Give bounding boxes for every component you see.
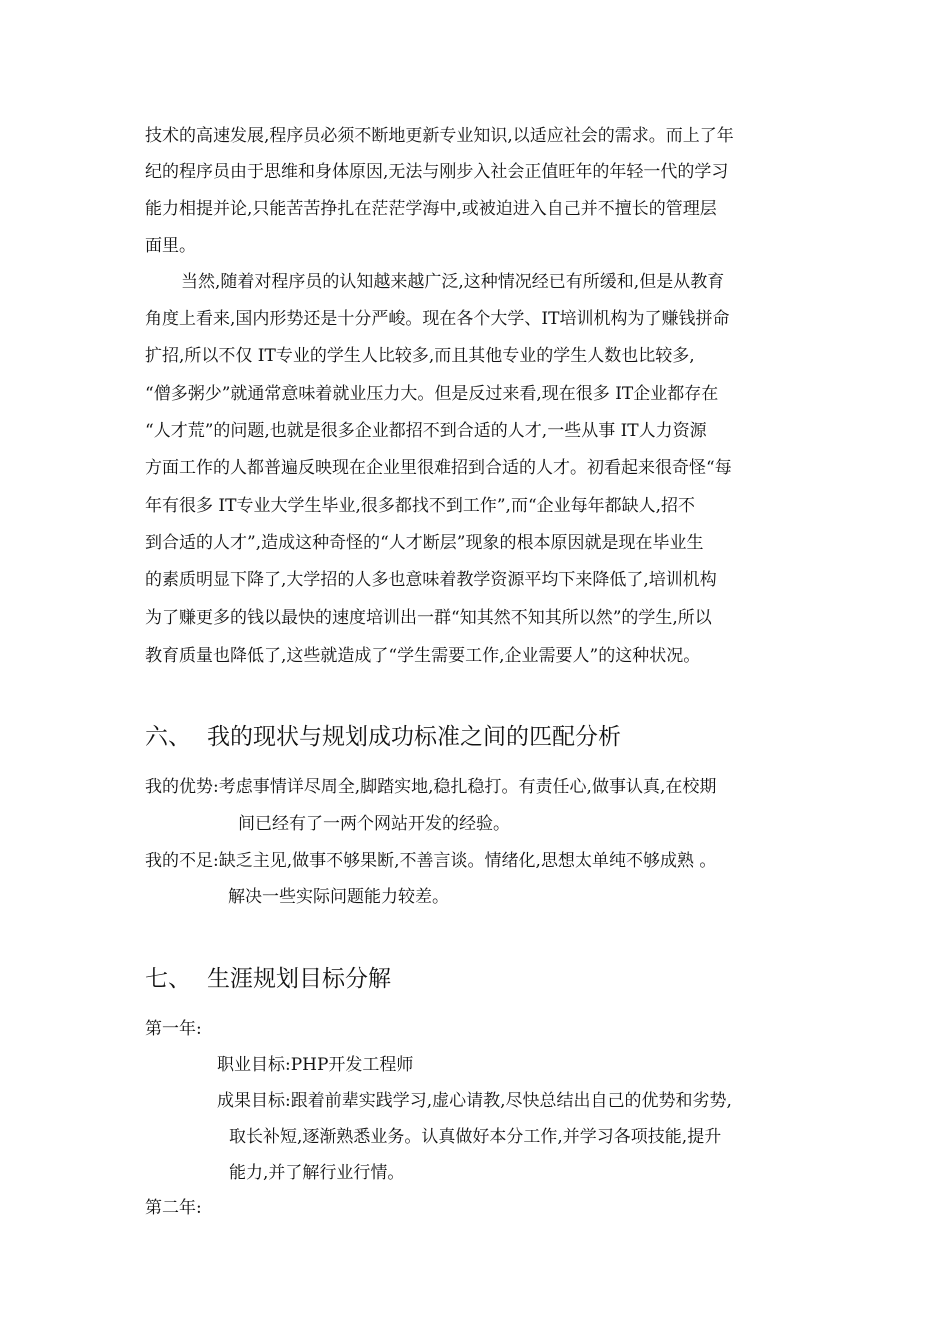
section-title: 我的现状与规划成功标准之间的匹配分析 [207,724,621,750]
section-title: 生涯规划目标分解 [207,966,391,992]
paragraph-line: 角度上看来,国内形势还是十分严峻。现在各个大学、IT培训机构为了赚钱拼命 [145,309,730,329]
paragraph-line: 纪的程序员由于思维和身体原因,无法与刚步入社会正值旺年的年轻一代的学习 [145,162,729,182]
paragraph-line: 面里。 [145,236,196,256]
section-heading-6 [145,722,621,752]
results-goal-line: 取长补短,逐渐熟悉业务。认真做好本分工作,并学习各项技能,提升 [229,1127,722,1147]
year-label: 第二年: [145,1198,202,1218]
paragraph-line: 到合适的人才”,造成这种奇怪的“人才断层”现象的根本原因就是现在毕业生 [145,533,704,553]
paragraph-line: 方面工作的人都普遍反映现在企业里很难招到合适的人才。初看起来很奇怪“每 [145,458,732,478]
paragraph-line: 能力相提并论,只能苦苦挣扎在茫茫学海中,或被迫进入自己并不擅长的管理层 [145,199,717,219]
paragraph-line: “僧多粥少”就通常意味着就业压力大。但是反过来看,现在很多 IT企业都存在 [145,384,719,404]
section-number: 七、 [145,966,191,992]
paragraph-line: 当然,随着对程序员的认知越来越广泛,这种情况经已有所缓和,但是从教育 [181,272,725,292]
results-goal-line: 成果目标:跟着前辈实践学习,虚心请教,尽快总结出自己的优势和劣势, [217,1091,732,1111]
career-goal: 职业目标:PHP开发工程师 [217,1055,414,1075]
strengths-line: 我的优势:考虑事情详尽周全,脚踏实地,稳扎稳打。有责任心,做事认真,在校期 [145,777,717,797]
results-goal-line: 能力,并了解行业行情。 [229,1163,405,1183]
section-heading-7 [145,964,391,994]
paragraph-line: 扩招,所以不仅 IT专业的学生人比较多,而且其他专业的学生人数也比较多, [145,346,695,366]
weaknesses-line: 我的不足:缺乏主见,做事不够果断,不善言谈。情绪化,思想太单纯不够成熟 。 [145,851,717,871]
year-label: 第一年: [145,1019,202,1039]
paragraph-line: 年有很多 IT专业大学生毕业,很多都找不到工作”,而“企业每年都缺人,招不 [145,496,696,516]
section-number: 六、 [145,724,191,750]
paragraph-line: 技术的高速发展,程序员必须不断地更新专业知识,以适应社会的需求。而上了年 [145,126,734,146]
strengths-line: 间已经有了一两个网站开发的经验。 [238,814,510,834]
paragraph-line: 的素质明显下降了,大学招的人多也意味着教学资源平均下来降低了,培训机构 [145,570,717,590]
paragraph-line: “人才荒”的问题,也就是很多企业都招不到合适的人才,一些从事 IT人力资源 [145,421,707,441]
weaknesses-line: 解决一些实际问题能力较差。 [228,887,449,907]
paragraph-line: 为了赚更多的钱以最快的速度培训出一群“知其然不知其所以然”的学生,所以 [145,608,712,628]
paragraph-line: 教育质量也降低了,这些就造成了“学生需要工作,企业需要人”的这种状况。 [145,646,701,666]
